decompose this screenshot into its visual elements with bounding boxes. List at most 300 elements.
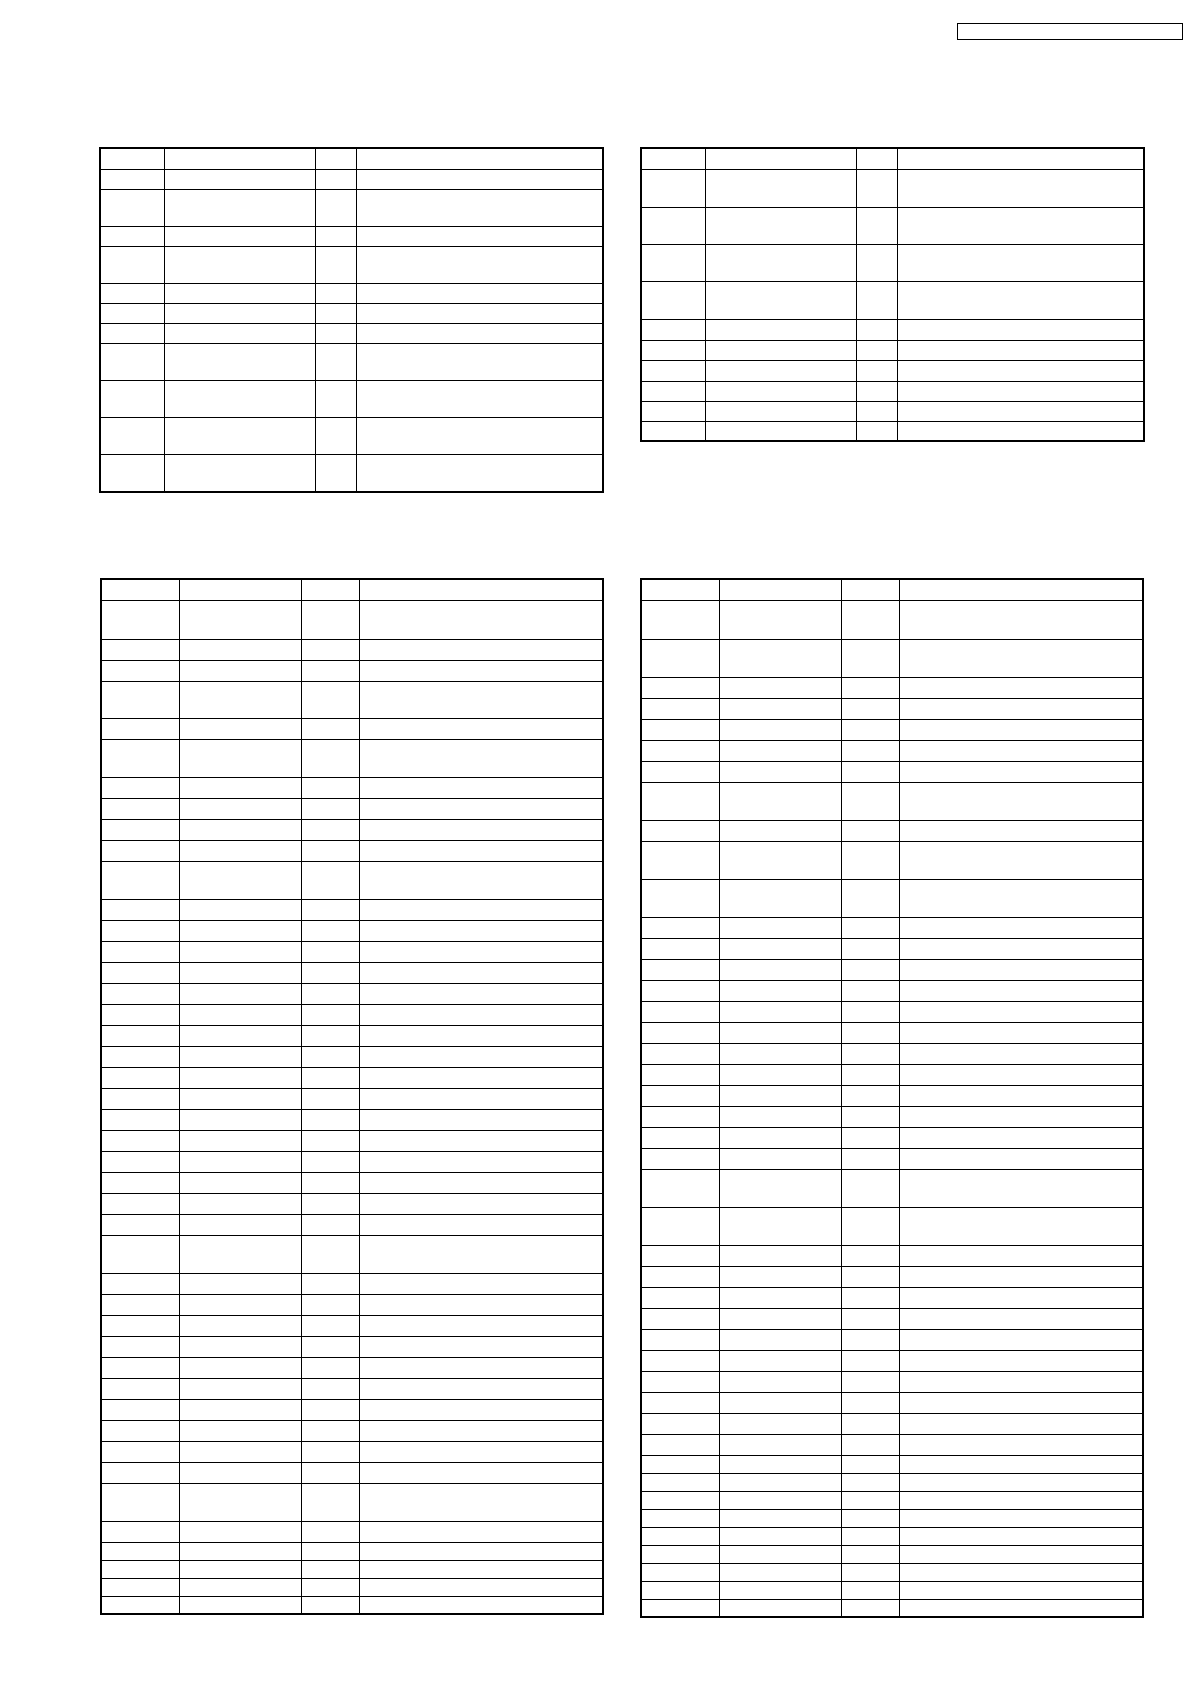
table-row bbox=[101, 1521, 603, 1542]
table-cell bbox=[100, 454, 164, 492]
table-cell bbox=[719, 719, 841, 740]
table-row bbox=[101, 1151, 603, 1172]
table-cell bbox=[641, 600, 719, 639]
table-cell bbox=[641, 1527, 719, 1545]
table-cell bbox=[359, 899, 603, 920]
table-cell bbox=[899, 1001, 1143, 1022]
table-cell bbox=[301, 1193, 359, 1214]
table-row bbox=[641, 1329, 1143, 1350]
table-cell bbox=[359, 718, 603, 739]
table-cell bbox=[841, 1207, 899, 1245]
table-cell bbox=[101, 1560, 179, 1578]
table-row bbox=[101, 1560, 603, 1578]
table-row bbox=[641, 719, 1143, 740]
table-cell bbox=[897, 360, 1144, 381]
table-cell bbox=[841, 1245, 899, 1266]
table-cell bbox=[179, 962, 301, 983]
table-cell bbox=[179, 1130, 301, 1151]
table-cell bbox=[164, 246, 315, 283]
table-cell bbox=[179, 941, 301, 962]
table-cell bbox=[841, 761, 899, 782]
table-cell bbox=[359, 1542, 603, 1560]
table-row bbox=[641, 1043, 1143, 1064]
table-row bbox=[641, 1266, 1143, 1287]
table-cell bbox=[641, 1266, 719, 1287]
table-row bbox=[641, 421, 1144, 441]
table-header-row bbox=[641, 148, 1144, 169]
table-cell bbox=[301, 718, 359, 739]
table-cell bbox=[719, 917, 841, 938]
table-cell bbox=[101, 1378, 179, 1399]
table-cell bbox=[719, 938, 841, 959]
table-cell bbox=[641, 761, 719, 782]
table-cell bbox=[641, 1287, 719, 1308]
table-cell bbox=[101, 600, 179, 639]
table-cell bbox=[101, 840, 179, 861]
table-row bbox=[101, 600, 603, 639]
table-cell bbox=[719, 1266, 841, 1287]
table-cell bbox=[101, 1578, 179, 1596]
table-cell bbox=[101, 1172, 179, 1193]
table-cell bbox=[301, 1235, 359, 1273]
table-cell bbox=[315, 169, 356, 189]
table-row bbox=[101, 1067, 603, 1088]
table-cell bbox=[899, 1127, 1143, 1148]
table-cell bbox=[101, 1399, 179, 1420]
table-cell bbox=[179, 1315, 301, 1336]
table-cell bbox=[179, 819, 301, 840]
table-row bbox=[641, 1491, 1143, 1509]
table-row bbox=[101, 1025, 603, 1046]
table-cell bbox=[179, 840, 301, 861]
table-cell bbox=[841, 1308, 899, 1329]
table-row bbox=[101, 1357, 603, 1378]
table-cell bbox=[856, 360, 897, 381]
table-cell bbox=[641, 1169, 719, 1207]
table-cell bbox=[841, 1043, 899, 1064]
table-cell bbox=[719, 841, 841, 879]
table-cell bbox=[101, 1214, 179, 1235]
table-cell bbox=[301, 1420, 359, 1441]
table-cell bbox=[101, 941, 179, 962]
table-cell bbox=[899, 1106, 1143, 1127]
table-row bbox=[641, 1392, 1143, 1413]
table-cell bbox=[101, 718, 179, 739]
table-row bbox=[100, 283, 603, 303]
table-cell bbox=[899, 1563, 1143, 1581]
table-cell bbox=[899, 1064, 1143, 1085]
table-row bbox=[641, 1455, 1143, 1473]
table-cell bbox=[359, 1214, 603, 1235]
table-cell bbox=[841, 1106, 899, 1127]
table-cell bbox=[359, 1336, 603, 1357]
table-cell bbox=[841, 1413, 899, 1434]
table-cell bbox=[101, 899, 179, 920]
table-cell bbox=[719, 1509, 841, 1527]
table-cell bbox=[301, 1441, 359, 1462]
table-cell bbox=[841, 1064, 899, 1085]
table-header-cell bbox=[841, 579, 899, 600]
table-cell bbox=[100, 417, 164, 454]
table-cell bbox=[301, 1462, 359, 1483]
table-row bbox=[641, 1563, 1143, 1581]
table-cell bbox=[841, 782, 899, 820]
table-cell bbox=[359, 1357, 603, 1378]
table-cell bbox=[897, 401, 1144, 421]
table-cell bbox=[179, 1067, 301, 1088]
table-cell bbox=[641, 1434, 719, 1455]
table-cell bbox=[101, 920, 179, 941]
table-cell bbox=[841, 1287, 899, 1308]
table-cell bbox=[101, 1004, 179, 1025]
table-cell bbox=[719, 761, 841, 782]
table-row bbox=[641, 1473, 1143, 1491]
table-row bbox=[101, 1315, 603, 1336]
table-cell bbox=[641, 1581, 719, 1599]
table-cell bbox=[705, 401, 856, 421]
table-cell bbox=[101, 639, 179, 660]
table-cell bbox=[897, 319, 1144, 340]
table-row bbox=[641, 319, 1144, 340]
table-row bbox=[101, 777, 603, 798]
table-row bbox=[641, 1245, 1143, 1266]
table-row bbox=[101, 1294, 603, 1315]
table-row bbox=[641, 1085, 1143, 1106]
table-cell bbox=[359, 1441, 603, 1462]
table-cell bbox=[179, 1542, 301, 1560]
table-cell bbox=[359, 1273, 603, 1294]
table-row bbox=[641, 1413, 1143, 1434]
table-cell bbox=[359, 920, 603, 941]
table-cell bbox=[719, 1106, 841, 1127]
table-cell bbox=[301, 899, 359, 920]
table-cell bbox=[899, 820, 1143, 841]
table-cell bbox=[897, 169, 1144, 207]
table-cell bbox=[641, 360, 705, 381]
table-cell bbox=[899, 1287, 1143, 1308]
table-cell bbox=[359, 1109, 603, 1130]
parts-table-1 bbox=[99, 147, 604, 493]
table-cell bbox=[101, 1151, 179, 1172]
table-cell bbox=[841, 917, 899, 938]
table-cell bbox=[315, 226, 356, 246]
table-cell bbox=[899, 1085, 1143, 1106]
table-row bbox=[641, 1207, 1143, 1245]
table-cell bbox=[705, 319, 856, 340]
table-cell bbox=[899, 1392, 1143, 1413]
table-cell bbox=[101, 1235, 179, 1273]
table-row bbox=[101, 899, 603, 920]
table-row bbox=[641, 1106, 1143, 1127]
table-cell bbox=[899, 782, 1143, 820]
table-cell bbox=[641, 677, 719, 698]
table-cell bbox=[641, 319, 705, 340]
table-cell bbox=[179, 1214, 301, 1235]
table-cell bbox=[301, 861, 359, 899]
table-cell bbox=[899, 1473, 1143, 1491]
table-cell bbox=[101, 1273, 179, 1294]
table-cell bbox=[841, 980, 899, 1001]
table-cell bbox=[719, 698, 841, 719]
table-cell bbox=[641, 841, 719, 879]
table-cell bbox=[101, 660, 179, 681]
table-cell bbox=[841, 698, 899, 719]
table-cell bbox=[100, 226, 164, 246]
table-cell bbox=[719, 1545, 841, 1563]
table-cell bbox=[356, 283, 603, 303]
table-cell bbox=[719, 1308, 841, 1329]
table-cell bbox=[164, 303, 315, 323]
table-row bbox=[641, 677, 1143, 698]
table-cell bbox=[179, 1462, 301, 1483]
table-cell bbox=[301, 840, 359, 861]
table-cell bbox=[179, 1025, 301, 1046]
table-cell bbox=[179, 639, 301, 660]
table-cell bbox=[164, 454, 315, 492]
table-row bbox=[101, 739, 603, 777]
table-cell bbox=[101, 1130, 179, 1151]
table-cell bbox=[359, 798, 603, 819]
table-cell bbox=[899, 1599, 1143, 1617]
table-cell bbox=[359, 1088, 603, 1109]
table-cell bbox=[359, 1130, 603, 1151]
table-cell bbox=[359, 1067, 603, 1088]
table-row bbox=[641, 207, 1144, 244]
table-cell bbox=[641, 1001, 719, 1022]
table-cell bbox=[841, 1350, 899, 1371]
table-row bbox=[641, 1581, 1143, 1599]
table-cell bbox=[101, 1596, 179, 1614]
table-cell bbox=[641, 244, 705, 281]
table-cell bbox=[899, 1413, 1143, 1434]
table-cell bbox=[359, 681, 603, 718]
table-cell bbox=[101, 1441, 179, 1462]
table-cell bbox=[301, 920, 359, 941]
table-cell bbox=[179, 600, 301, 639]
table-cell bbox=[719, 1371, 841, 1392]
table-cell bbox=[101, 798, 179, 819]
table-cell bbox=[179, 1357, 301, 1378]
table-cell bbox=[899, 1527, 1143, 1545]
table-header-cell bbox=[315, 148, 356, 169]
table-row bbox=[641, 782, 1143, 820]
table-cell bbox=[899, 841, 1143, 879]
table-cell bbox=[359, 1596, 603, 1614]
table-cell bbox=[719, 1287, 841, 1308]
table-row bbox=[101, 1420, 603, 1441]
table-cell bbox=[641, 1245, 719, 1266]
table-row bbox=[101, 861, 603, 899]
table-cell bbox=[719, 1413, 841, 1434]
table-header-cell bbox=[719, 579, 841, 600]
table-cell bbox=[359, 861, 603, 899]
table-cell bbox=[101, 1462, 179, 1483]
table-cell bbox=[641, 719, 719, 740]
table-cell bbox=[856, 381, 897, 401]
table-cell bbox=[899, 639, 1143, 677]
table-cell bbox=[356, 246, 603, 283]
table-cell bbox=[719, 1491, 841, 1509]
table-cell bbox=[719, 1329, 841, 1350]
table-row bbox=[101, 1378, 603, 1399]
table-cell bbox=[315, 380, 356, 417]
table-cell bbox=[101, 777, 179, 798]
table-row bbox=[101, 718, 603, 739]
table-cell bbox=[841, 1169, 899, 1207]
table-cell bbox=[301, 962, 359, 983]
table-cell bbox=[179, 983, 301, 1004]
table-cell bbox=[856, 244, 897, 281]
table-cell bbox=[301, 1151, 359, 1172]
table-cell bbox=[856, 340, 897, 360]
table-cell bbox=[100, 283, 164, 303]
table-cell bbox=[641, 1599, 719, 1617]
table-cell bbox=[641, 917, 719, 938]
table-cell bbox=[179, 1172, 301, 1193]
table-cell bbox=[359, 1462, 603, 1483]
table-cell bbox=[315, 283, 356, 303]
table-cell bbox=[179, 1109, 301, 1130]
table-cell bbox=[641, 980, 719, 1001]
table-cell bbox=[899, 677, 1143, 698]
table-cell bbox=[899, 1545, 1143, 1563]
table-cell bbox=[719, 782, 841, 820]
table-cell bbox=[164, 283, 315, 303]
table-cell bbox=[315, 417, 356, 454]
table-cell bbox=[179, 1336, 301, 1357]
table-row bbox=[101, 1336, 603, 1357]
table-header-cell bbox=[100, 148, 164, 169]
table-cell bbox=[841, 1085, 899, 1106]
table-cell bbox=[641, 1064, 719, 1085]
table-cell bbox=[356, 303, 603, 323]
table-cell bbox=[356, 454, 603, 492]
table-cell bbox=[899, 1455, 1143, 1473]
table-cell bbox=[841, 1599, 899, 1617]
table-cell bbox=[841, 1545, 899, 1563]
table-row bbox=[641, 600, 1143, 639]
table-cell bbox=[899, 719, 1143, 740]
table-cell bbox=[841, 959, 899, 980]
table-cell bbox=[856, 319, 897, 340]
table-cell bbox=[315, 323, 356, 343]
table-cell bbox=[315, 189, 356, 226]
table-row bbox=[641, 1599, 1143, 1617]
table-row bbox=[101, 1046, 603, 1067]
table-row bbox=[641, 740, 1143, 761]
table-cell bbox=[179, 1560, 301, 1578]
table-row bbox=[641, 761, 1143, 782]
table-cell bbox=[719, 677, 841, 698]
table-cell bbox=[641, 1085, 719, 1106]
table-cell bbox=[705, 169, 856, 207]
table-cell bbox=[179, 1420, 301, 1441]
table-cell bbox=[841, 1266, 899, 1287]
table-cell bbox=[899, 917, 1143, 938]
table-cell bbox=[841, 1434, 899, 1455]
table-cell bbox=[100, 343, 164, 380]
table-cell bbox=[301, 681, 359, 718]
table-cell bbox=[301, 1004, 359, 1025]
table-cell bbox=[719, 980, 841, 1001]
table-row bbox=[101, 1130, 603, 1151]
table-cell bbox=[359, 1560, 603, 1578]
table-row bbox=[641, 1527, 1143, 1545]
table-cell bbox=[641, 169, 705, 207]
table-cell bbox=[899, 1266, 1143, 1287]
table-cell bbox=[359, 1420, 603, 1441]
table-cell bbox=[356, 417, 603, 454]
table-cell bbox=[356, 226, 603, 246]
table-cell bbox=[164, 343, 315, 380]
table-cell bbox=[719, 1563, 841, 1581]
table-cell bbox=[179, 1088, 301, 1109]
table-cell bbox=[641, 1491, 719, 1509]
table-cell bbox=[356, 380, 603, 417]
table-cell bbox=[719, 959, 841, 980]
table-row bbox=[101, 1172, 603, 1193]
table-row bbox=[100, 343, 603, 380]
table-cell bbox=[301, 1172, 359, 1193]
table-row bbox=[641, 698, 1143, 719]
table-cell bbox=[356, 189, 603, 226]
table-row bbox=[101, 1578, 603, 1596]
table-cell bbox=[359, 1294, 603, 1315]
table-cell bbox=[301, 1483, 359, 1521]
table-row bbox=[101, 1235, 603, 1273]
table-cell bbox=[101, 1025, 179, 1046]
table-cell bbox=[641, 698, 719, 719]
table-cell bbox=[719, 1599, 841, 1617]
table-cell bbox=[856, 421, 897, 441]
table-cell bbox=[164, 189, 315, 226]
table-row bbox=[101, 1214, 603, 1235]
table-cell bbox=[301, 1578, 359, 1596]
table-row bbox=[641, 917, 1143, 938]
model-number-box bbox=[957, 23, 1183, 40]
table-cell bbox=[179, 899, 301, 920]
table-cell bbox=[641, 1127, 719, 1148]
table-cell bbox=[899, 1207, 1143, 1245]
table-cell bbox=[641, 1473, 719, 1491]
table-cell bbox=[899, 1169, 1143, 1207]
table-cell bbox=[841, 1022, 899, 1043]
table-cell bbox=[301, 1596, 359, 1614]
table-row bbox=[641, 401, 1144, 421]
table-cell bbox=[359, 941, 603, 962]
table-cell bbox=[841, 740, 899, 761]
table-cell bbox=[359, 1521, 603, 1542]
table-cell bbox=[641, 340, 705, 360]
table-cell bbox=[641, 1392, 719, 1413]
table-row bbox=[641, 381, 1144, 401]
table-cell bbox=[179, 1046, 301, 1067]
table-cell bbox=[101, 1336, 179, 1357]
table-cell bbox=[301, 1214, 359, 1235]
table-header-row bbox=[641, 579, 1143, 600]
table-row bbox=[101, 1088, 603, 1109]
table-cell bbox=[641, 1563, 719, 1581]
table-cell bbox=[301, 1130, 359, 1151]
table-cell bbox=[719, 1455, 841, 1473]
table-cell bbox=[179, 798, 301, 819]
table-cell bbox=[100, 323, 164, 343]
table-cell bbox=[164, 323, 315, 343]
table-cell bbox=[359, 1172, 603, 1193]
table-cell bbox=[301, 1560, 359, 1578]
table-header-cell bbox=[897, 148, 1144, 169]
table-cell bbox=[641, 938, 719, 959]
